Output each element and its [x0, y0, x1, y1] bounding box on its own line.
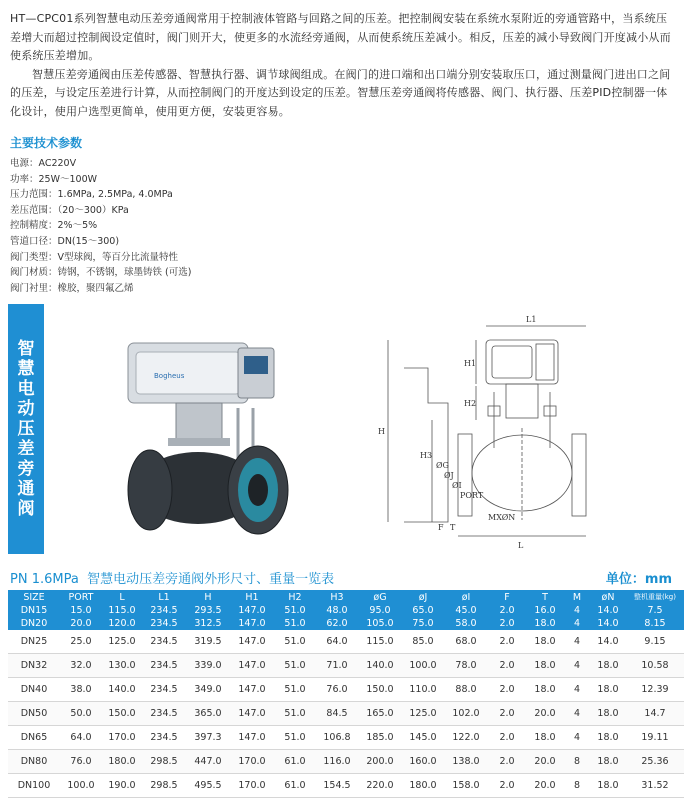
table-cell: 2.0: [488, 726, 526, 750]
table-cell: DN32: [8, 654, 60, 678]
column-header: M: [564, 590, 590, 604]
brand-label: Bogheus: [154, 372, 185, 380]
table-cell: 2.0: [488, 617, 526, 630]
table-cell: 12.39: [626, 678, 684, 702]
table-cell: 61.0: [274, 750, 316, 774]
table-cell: 18.0: [590, 678, 626, 702]
table-cell: 180.0: [102, 750, 142, 774]
table-title-pn: PN 1.6MPa: [10, 572, 79, 587]
drawing-label: F: [438, 523, 444, 532]
table-cell: 19.11: [626, 726, 684, 750]
table-cell: 234.5: [142, 630, 186, 654]
table-cell: 125.0: [402, 702, 444, 726]
table-cell: 9.15: [626, 630, 684, 654]
table-cell: 298.5: [142, 774, 186, 798]
table-cell: 125.0: [102, 630, 142, 654]
table-cell: 4: [564, 617, 590, 630]
table-cell: 154.5: [316, 774, 358, 798]
table-cell: 18.0: [526, 617, 564, 630]
table-cell: 95.0: [358, 604, 402, 617]
drawing-label: MXØN: [488, 513, 516, 522]
table-cell: 31.52: [626, 774, 684, 798]
table-cell: 185.0: [358, 726, 402, 750]
table-cell: 61.0: [274, 774, 316, 798]
column-header: H3: [316, 590, 358, 604]
table-cell: 140.0: [102, 678, 142, 702]
table-cell: 78.0: [444, 654, 488, 678]
table-cell: 4: [564, 726, 590, 750]
table-cell: 170.0: [102, 726, 142, 750]
table-row: [8, 774, 684, 798]
table-cell: 65.0: [402, 604, 444, 617]
table-cell: DN15: [8, 604, 60, 617]
table-cell: 18.0: [526, 726, 564, 750]
spec-row: 管道口径：DN(15～300): [10, 235, 120, 247]
table-cell: 25.36: [626, 750, 684, 774]
table-cell: 51.0: [274, 617, 316, 630]
spec-title: 主要技术参数: [10, 136, 83, 150]
table-cell: 51.0: [274, 726, 316, 750]
table-cell: 2.0: [488, 750, 526, 774]
table-cell: 100.0: [60, 774, 102, 798]
table-cell: 190.0: [102, 774, 142, 798]
column-header: øG: [358, 590, 402, 604]
table-cell: DN100: [8, 774, 60, 798]
product-panel: [8, 304, 658, 554]
table-row: [8, 604, 684, 617]
table-cell: 165.0: [358, 702, 402, 726]
column-header: øJ: [402, 590, 444, 604]
table-cell: 10.58: [626, 654, 684, 678]
table-cell: 495.5: [186, 774, 230, 798]
table-cell: 14.7: [626, 702, 684, 726]
table-cell: 365.0: [186, 702, 230, 726]
table-row: [8, 617, 684, 630]
table-cell: 20.0: [526, 774, 564, 798]
drawing-label: T: [450, 523, 456, 532]
table-cell: 147.0: [230, 678, 274, 702]
table-cell: 150.0: [102, 702, 142, 726]
table-cell: 18.0: [590, 654, 626, 678]
table-cell: 147.0: [230, 630, 274, 654]
drawing-label: H3: [420, 451, 433, 460]
table-cell: 234.5: [142, 604, 186, 617]
table-cell: 120.0: [102, 617, 142, 630]
table-cell: 220.0: [358, 774, 402, 798]
spec-row: 功率：25W～100W: [10, 173, 98, 185]
drawing-label: H: [378, 427, 385, 436]
table-cell: 147.0: [230, 726, 274, 750]
column-header: øI: [444, 590, 488, 604]
spec-row: 压力范围：1.6MPa, 2.5MPa, 4.0MPa: [10, 189, 173, 201]
column-header: PORT: [60, 590, 102, 604]
table-title-text: 智慧电动压差旁通阀外形尺寸、重量一览表: [87, 572, 335, 587]
table-cell: 4: [564, 654, 590, 678]
table-cell: 25.0: [60, 630, 102, 654]
table-cell: 147.0: [230, 604, 274, 617]
table-cell: 8: [564, 750, 590, 774]
column-header: 整机重量(kg): [626, 590, 684, 604]
table-cell: 116.0: [316, 750, 358, 774]
column-header: L1: [142, 590, 186, 604]
table-cell: 58.0: [444, 617, 488, 630]
table-cell: 4: [564, 604, 590, 617]
table-row: [8, 678, 684, 702]
table-cell: 115.0: [102, 604, 142, 617]
table-cell: DN20: [8, 617, 60, 630]
table-cell: 15.0: [60, 604, 102, 617]
table-cell: 312.5: [186, 617, 230, 630]
spec-row: 阀门材质：铸钢，不锈钢，球墨铸铁 (可选): [10, 267, 192, 279]
table-cell: 115.0: [358, 630, 402, 654]
table-cell: 51.0: [274, 702, 316, 726]
table-body: [8, 604, 684, 798]
table-cell: 2.0: [488, 604, 526, 617]
table-cell: DN80: [8, 750, 60, 774]
spec-row: 控制精度：2%～5%: [10, 220, 98, 232]
table-cell: 349.0: [186, 678, 230, 702]
spec-row: 阀门衬里：橡胶，聚四氟乙烯: [10, 282, 134, 294]
table-cell: 14.0: [590, 604, 626, 617]
table-cell: 170.0: [230, 750, 274, 774]
spec-row: 差压范围：（20～300）KPa: [10, 204, 129, 216]
table-cell: 2.0: [488, 654, 526, 678]
table-cell: 4: [564, 630, 590, 654]
table-cell: 64.0: [60, 726, 102, 750]
table-cell: DN50: [8, 702, 60, 726]
table-cell: 100.0: [402, 654, 444, 678]
table-cell: 2.0: [488, 630, 526, 654]
table-cell: 16.0: [526, 604, 564, 617]
table-cell: 18.0: [526, 654, 564, 678]
table-cell: 51.0: [274, 630, 316, 654]
table-cell: 51.0: [274, 654, 316, 678]
table-cell: 18.0: [590, 726, 626, 750]
table-cell: 2.0: [488, 678, 526, 702]
dimension-table: [8, 590, 684, 798]
table-cell: 20.0: [526, 702, 564, 726]
unit-label: 单位：mm: [605, 572, 672, 587]
table-row: [8, 750, 684, 774]
table-cell: 147.0: [230, 702, 274, 726]
table-cell: 138.0: [444, 750, 488, 774]
table-cell: 150.0: [358, 678, 402, 702]
table-cell: 147.0: [230, 654, 274, 678]
table-cell: 298.5: [142, 750, 186, 774]
table-cell: 18.0: [526, 678, 564, 702]
table-cell: 319.5: [186, 630, 230, 654]
table-cell: 234.5: [142, 702, 186, 726]
table-cell: 293.5: [186, 604, 230, 617]
table-cell: 234.5: [142, 678, 186, 702]
drawing-label: ØG: [436, 461, 449, 470]
table-cell: 18.0: [526, 630, 564, 654]
table-row: [8, 630, 684, 654]
column-header: H2: [274, 590, 316, 604]
table-cell: 45.0: [444, 604, 488, 617]
column-header: T: [526, 590, 564, 604]
table-cell: 76.0: [60, 750, 102, 774]
drawing-label: L: [518, 541, 524, 550]
table-cell: DN40: [8, 678, 60, 702]
table-cell: 51.0: [274, 604, 316, 617]
sidebar-title-text: 智慧电动压差旁通阀: [17, 339, 35, 519]
drawing-label: PORT: [460, 491, 484, 500]
table-cell: 7.5: [626, 604, 684, 617]
table-cell: 200.0: [358, 750, 402, 774]
table-cell: 8.15: [626, 617, 684, 630]
table-cell: 14.0: [590, 630, 626, 654]
table-cell: 397.3: [186, 726, 230, 750]
table-cell: 447.0: [186, 750, 230, 774]
table-cell: 85.0: [402, 630, 444, 654]
table-cell: 20.0: [60, 617, 102, 630]
table-cell: 68.0: [444, 630, 488, 654]
table-cell: 147.0: [230, 617, 274, 630]
table-cell: 170.0: [230, 774, 274, 798]
table-cell: 158.0: [444, 774, 488, 798]
sidebar-title: [8, 304, 44, 554]
table-cell: 71.0: [316, 654, 358, 678]
table-cell: 145.0: [402, 726, 444, 750]
spec-list: [10, 156, 191, 296]
table-cell: 84.5: [316, 702, 358, 726]
table-cell: 234.5: [142, 726, 186, 750]
table-cell: DN65: [8, 726, 60, 750]
table-cell: 4: [564, 678, 590, 702]
drawing-label: ØJ: [444, 471, 454, 480]
column-header: L: [102, 590, 142, 604]
table-cell: 180.0: [402, 774, 444, 798]
table-row: [8, 654, 684, 678]
column-header: F: [488, 590, 526, 604]
table-cell: 102.0: [444, 702, 488, 726]
table-cell: 50.0: [60, 702, 102, 726]
table-cell: 62.0: [316, 617, 358, 630]
table-cell: 20.0: [526, 750, 564, 774]
table-cell: 234.5: [142, 654, 186, 678]
table-cell: 8: [564, 774, 590, 798]
table-cell: 122.0: [444, 726, 488, 750]
table-title: [10, 568, 334, 587]
table-cell: 160.0: [402, 750, 444, 774]
table-row: [8, 702, 684, 726]
table-cell: 48.0: [316, 604, 358, 617]
table-header-row: [8, 590, 684, 604]
intro-paragraph-1: HT—CPC01系列智慧电动压差旁通阀常用于控制液体管路与回路之间的压差。把控制阀安装在系统水泵附近的旁通管路中，当系统压差增大而超过控制阀设定值时，阀门则开大，使更多的水流经旁通阀，从而使系统压差减小。相反，压差的减小导致阀门开度减小从而使系统压差增加。: [10, 12, 671, 62]
table-cell: 75.0: [402, 617, 444, 630]
column-header: H: [186, 590, 230, 604]
intro-paragraph-2: 智慧压差旁通阀由压差传感器、智慧执行器、调节球阀组成。在阀门的进口端和出口端分别安装取压口，通过测量阀门进出口之间的压差，与设定压差进行计算，从而控制阀门的开度达到设定的压差。智慧压差旁通阀将传感器、阀门、执行器、压差PID控制器一体化设计，使用户选型更简单，使用更方便，安装更容易。: [10, 67, 671, 118]
drawing-label: L1: [526, 315, 537, 324]
table-cell: 76.0: [316, 678, 358, 702]
drawing-label: ØI: [452, 481, 462, 490]
table-cell: DN25: [8, 630, 60, 654]
table-cell: 4: [564, 702, 590, 726]
table-cell: 140.0: [358, 654, 402, 678]
table-cell: 64.0: [316, 630, 358, 654]
drawing-label: H2: [464, 399, 477, 408]
table-cell: 234.5: [142, 617, 186, 630]
spec-row: 阀门类型：V型球阀，等百分比流量特性: [10, 251, 178, 263]
table-cell: 106.8: [316, 726, 358, 750]
table-cell: 339.0: [186, 654, 230, 678]
table-cell: 32.0: [60, 654, 102, 678]
column-header: SIZE: [8, 590, 60, 604]
table-cell: 51.0: [274, 678, 316, 702]
intro-text: [10, 10, 674, 121]
column-header: H1: [230, 590, 274, 604]
table-cell: 130.0: [102, 654, 142, 678]
table-cell: 18.0: [590, 702, 626, 726]
table-cell: 88.0: [444, 678, 488, 702]
table-row: [8, 726, 684, 750]
table-cell: 2.0: [488, 774, 526, 798]
dimension-drawing: [368, 308, 598, 554]
valve-photo: [88, 318, 318, 548]
table-cell: 110.0: [402, 678, 444, 702]
table-cell: 2.0: [488, 702, 526, 726]
spec-row: 电源：AC220V: [10, 158, 77, 169]
table-cell: 18.0: [590, 774, 626, 798]
table-cell: 38.0: [60, 678, 102, 702]
column-header: øN: [590, 590, 626, 604]
table-cell: 105.0: [358, 617, 402, 630]
table-cell: 14.0: [590, 617, 626, 630]
table-cell: 18.0: [590, 750, 626, 774]
drawing-label: H1: [464, 359, 477, 368]
table-header: [10, 568, 674, 588]
